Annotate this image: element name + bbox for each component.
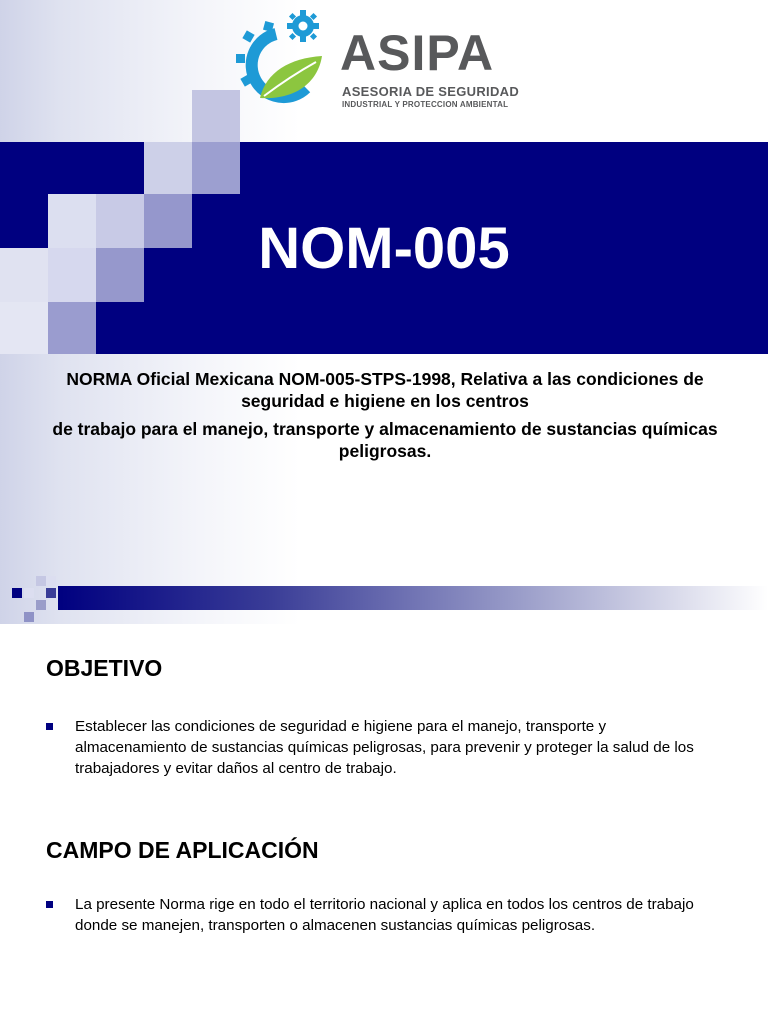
deco-square	[46, 588, 56, 598]
deco-square	[144, 142, 192, 194]
leaf-icon	[260, 56, 322, 98]
bullet-square-icon	[46, 901, 53, 908]
section-heading-objetivo: OBJETIVO	[46, 655, 163, 681]
asipa-logo	[228, 10, 548, 110]
deco-square	[0, 302, 48, 354]
list-item	[46, 716, 706, 779]
deco-square	[24, 588, 34, 598]
deco-square	[12, 588, 22, 598]
cover-subtitle	[40, 368, 730, 468]
list-item-text: Establecer las condiciones de seguridad e higiene para el manejo, transporte y almacenamiento de sustancias químicas peligrosas, para prevenir y proteger la salud de los trabajadores y evitar daños al centro de trabajo.	[75, 718, 694, 777]
deco-square	[48, 302, 96, 354]
brand-name: ASIPA	[340, 25, 495, 81]
content-slide	[0, 624, 768, 1024]
deco-square	[36, 576, 46, 586]
deco-square	[36, 600, 46, 610]
subtitle-line-2: de trabajo para el manejo, transporte y almacenamiento de sustancias químicas peligrosas.	[52, 419, 718, 461]
deco-square	[192, 142, 240, 194]
bullet-square-icon	[46, 723, 53, 730]
page-title: NOM-005	[258, 216, 510, 281]
list-item-text: La presente Norma rige en todo el territorio nacional y aplica en todos los centros de trabajo donde se manejen, transporten o almacenen sustancias químicas peligrosas.	[75, 896, 694, 934]
deco-square	[46, 576, 56, 586]
section-heading-campo: CAMPO DE APLICACIÓN	[46, 837, 319, 863]
list-item	[46, 894, 706, 936]
brand-tagline-2: INDUSTRIAL Y PROTECCION AMBIENTAL	[342, 100, 509, 109]
deco-square	[24, 612, 34, 622]
brand-tagline-1: ASESORIA DE SEGURIDAD	[342, 84, 520, 99]
gradient-bar	[58, 586, 768, 610]
subtitle-line-1: NORMA Oficial Mexicana NOM-005-STPS-1998, Relativa a las condiciones de seguridad e higiene en los centros	[66, 369, 704, 411]
